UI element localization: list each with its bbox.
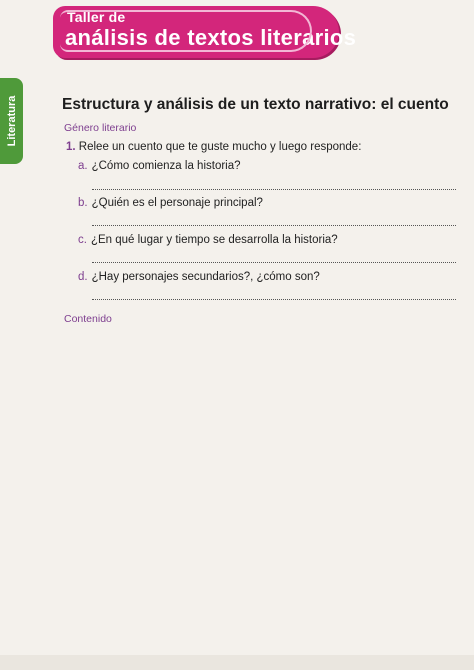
question-text: Relee un cuento que te guste mucho y luego responde: (78, 141, 362, 153)
side-tab-label: Literatura (5, 95, 18, 147)
question-number: 1. (66, 141, 76, 153)
question-1a (78, 160, 241, 172)
question-1c (78, 234, 338, 246)
item-text: ¿Hay personajes secundarios?, ¿cómo son? (91, 271, 320, 283)
answer-line[interactable] (92, 299, 456, 300)
item-letter: a. (78, 160, 88, 172)
answer-line[interactable] (92, 189, 456, 190)
item-letter: c. (78, 234, 87, 246)
answer-line[interactable] (92, 262, 456, 263)
item-text: ¿En qué lugar y tiempo se desarrolla la historia? (90, 234, 338, 246)
item-text: ¿Cómo comienza la historia? (91, 160, 241, 172)
question-1 (66, 140, 361, 154)
section-contenido: Contenido (64, 313, 112, 325)
page-title: Estructura y análisis de un texto narrativo: el cuento (62, 96, 449, 113)
item-letter: d. (78, 271, 88, 283)
header-title: análisis de textos literarios (65, 25, 357, 50)
answer-line[interactable] (92, 225, 456, 226)
header-line1: Taller de (67, 9, 126, 25)
banner-decoration (60, 10, 312, 52)
section-genero: Género literario (64, 122, 137, 134)
item-letter: b. (78, 197, 88, 209)
item-text: ¿Quién es el personaje principal? (91, 197, 263, 209)
question-1b (78, 197, 263, 209)
side-tab (0, 78, 23, 164)
question-1d (78, 271, 320, 283)
